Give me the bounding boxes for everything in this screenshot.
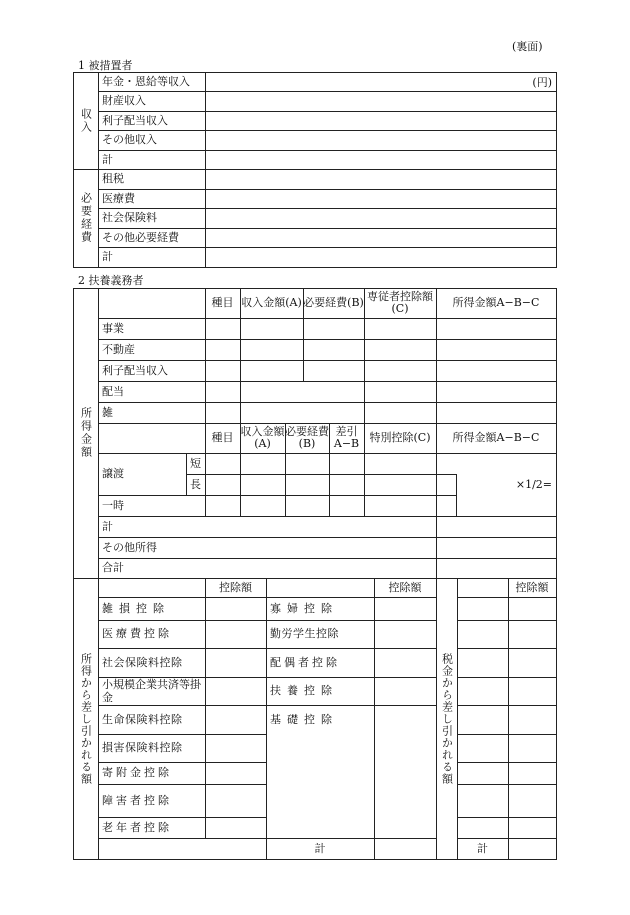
header2-special-deduction: 特別控除(C): [369, 431, 431, 444]
deduction-basic: 基礎控除: [270, 712, 338, 726]
row-grand-total: 合計: [102, 561, 124, 574]
expense-row-total: 計: [102, 250, 113, 263]
deduction-small-business: 小規模企業共済等掛金: [102, 678, 201, 704]
header2-revenue: 収入金額(A): [240, 425, 285, 450]
header-dedicated-deduction: 専従者控除額(C): [367, 290, 433, 315]
deduction-donation: 寄附金控除: [102, 766, 172, 779]
deduction-life-insurance: 生命保険料控除: [102, 712, 183, 726]
header2-kind: 種目: [211, 431, 234, 444]
deduction-property-insurance: 損害保険料控除: [102, 741, 183, 754]
page-marker: (裏面): [512, 40, 543, 53]
amount-header-tax: 控除額: [515, 580, 549, 594]
row-dividend: 配当: [102, 384, 124, 398]
header-kind: 種目: [211, 296, 234, 309]
income-row-total: 計: [102, 152, 113, 166]
amount-header-left: 控除額: [219, 580, 252, 594]
expense-row-tax: 租税: [102, 172, 124, 185]
income-group-label: 収入: [79, 107, 93, 134]
deduction-casualty: 雑損控除: [102, 601, 170, 615]
income-row-other: その他収入: [102, 133, 157, 146]
deduction-social-insurance: 社会保険料控除: [102, 655, 183, 669]
expense-group-label: 必要経費: [79, 192, 93, 244]
header-expense: 必要経費(B): [303, 296, 364, 309]
header2-difference: 差引A−B: [333, 425, 360, 450]
row-transfer: 譲渡: [102, 467, 124, 480]
deduction-elderly: 老年者控除: [102, 820, 172, 834]
deduction-total: 計: [314, 841, 326, 855]
header2-expense: 必要経費(B): [285, 425, 329, 450]
deduction-dependent: 扶養控除: [270, 684, 338, 697]
deduction-medical: 医療費控除: [102, 627, 172, 640]
header-income-amount: 所得金額A−B−C: [452, 296, 540, 309]
income-amount-group-label: 所得金額: [79, 407, 93, 459]
row-subtotal: 計: [102, 519, 113, 533]
unit-label: (円): [532, 75, 552, 89]
expense-row-social: 社会保険料: [102, 211, 157, 224]
income-row-pension: 年金・恩給等収入: [102, 74, 190, 88]
deduction-working-student: 勤労学生控除: [270, 627, 339, 640]
deduction-spouse: 配偶者控除: [270, 655, 340, 669]
tax-deduction-total: 計: [477, 841, 488, 855]
income-row-property: 財産収入: [102, 94, 146, 107]
row-occasional: 一時: [102, 498, 124, 512]
section1-heading: 1 被措置者: [78, 59, 133, 72]
deduction-group-label: 所得から差し引かれる額: [79, 652, 93, 785]
row-other-income: その他所得: [102, 540, 157, 554]
row-real-estate: 不動産: [102, 342, 135, 356]
amount-header-middle: 控除額: [388, 580, 422, 594]
header-revenue: 収入金額(A): [241, 296, 302, 309]
expense-row-medical: 医療費: [102, 191, 135, 205]
section2-heading: 2 扶養義務者: [78, 274, 144, 287]
row-transfer-short: 短: [190, 456, 201, 470]
row-interest: 利子配当収入: [102, 363, 168, 377]
row-transfer-long: 長: [190, 477, 201, 491]
expense-row-other: その他必要経費: [102, 230, 179, 244]
income-row-interest: 利子配当収入: [102, 113, 168, 127]
row-business: 事業: [102, 321, 124, 335]
row-misc: 雑: [102, 405, 113, 419]
deduction-disabled: 障害者控除: [102, 793, 172, 807]
deduction-widow: 寡婦控除: [270, 601, 338, 615]
half-multiplier: ×1/2=: [515, 478, 552, 491]
header2-income-amount: 所得金額A−B−C: [452, 431, 540, 444]
tax-deduction-group-label: 税金から差し引かれる額: [440, 652, 454, 785]
